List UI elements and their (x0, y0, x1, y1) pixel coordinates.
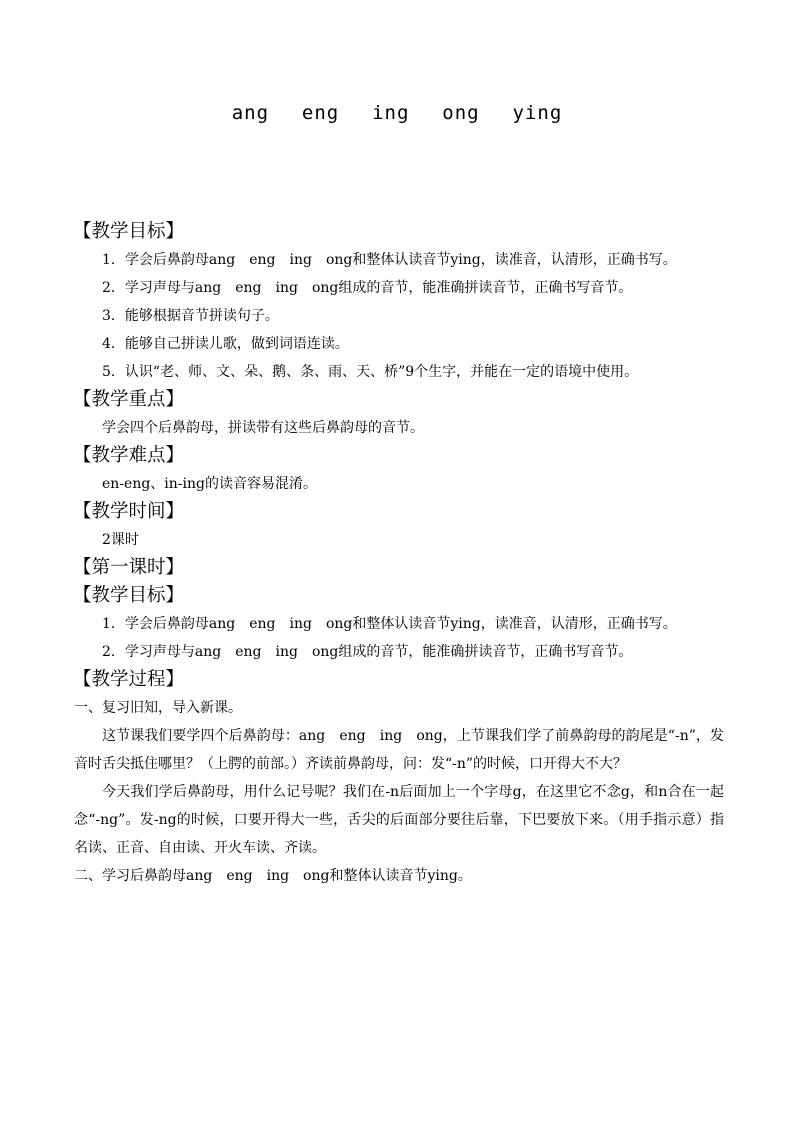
focus-heading: 【教学重点】 (73, 389, 185, 410)
goal-item-3: 3．能够根据音节拼读句子。 (102, 308, 279, 324)
focus-text: 学会四个后鼻韵母，拼读带有这些后鼻韵母的音节。 (102, 420, 424, 436)
goals-heading: 【教学目标】 (73, 221, 185, 242)
step2-title: 二、学习后鼻韵母ang eng ing ong和整体认读音节ying。 (74, 868, 472, 884)
goal-item-1: 1．学会后鼻韵母ang eng ing ong和整体认读音节ying，读准音，认清形，正确书写。 (102, 252, 677, 268)
goal-item-4: 4．能够自己拼读儿歌，做到词语连读。 (102, 336, 349, 352)
lesson1-heading: 【第一课时】 (73, 557, 185, 578)
difficulty-text: en-eng、in-ing的读音容易混淆。 (102, 476, 317, 492)
goal-item-2: 2．学习声母与ang eng ing ong组成的音节，能准确拼读音节，正确书写音节。 (102, 280, 633, 296)
time-heading: 【教学时间】 (73, 501, 185, 522)
page-title: ang eng ing ong ying (231, 102, 563, 124)
process-heading: 【教学过程】 (73, 669, 185, 690)
lesson1-goal-item-1: 1．学会后鼻韵母ang eng ing ong和整体认读音节ying，读准音，认清形，正确书写。 (102, 616, 677, 632)
step1-paragraph-1: 这节课我们要学四个后鼻韵母：ang eng ing ong，上节课我们学了前鼻韵母的韵尾是“-n”，发音时舌尖抵住哪里？（上腭的前部。）齐读前鼻韵母，问：发“-n”的时候，口开得大不大？ (74, 728, 724, 772)
lesson1-goals-heading: 【教学目标】 (73, 585, 185, 606)
step1-title: 一、复习旧知，导入新课。 (74, 700, 242, 716)
document-body (74, 218, 724, 890)
step1-paragraph-2: 今天我们学后鼻韵母，用什么记号呢？我们在-n后面加上一个字母g，在这里它不念g，和n合在一起念“-ng”。发-ng的时候，口要开得大一些，舌尖的后面部分要往后靠，下巴要放下来。（用手指示意）指名读、正音、自由读、开火车读、齐读。 (74, 784, 724, 856)
difficulty-heading: 【教学难点】 (73, 445, 185, 466)
goal-item-5: 5．认识“老、师、文、朵、鹅、条、雨、天、桥”9个生字，并能在一定的语境中使用。 (102, 364, 639, 380)
lesson1-goal-item-2: 2．学习声母与ang eng ing ong组成的音节，能准确拼读音节，正确书写音节。 (102, 644, 633, 660)
time-text: 2课时 (102, 532, 139, 548)
